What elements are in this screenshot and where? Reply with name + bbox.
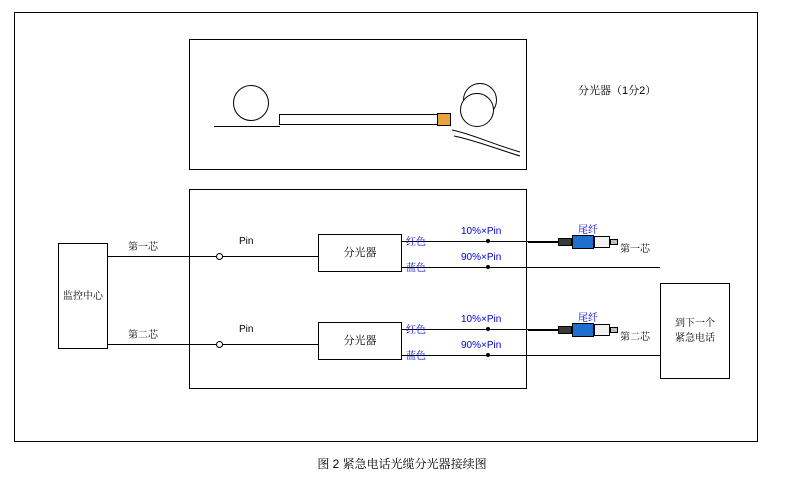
- branch1-left-label: 第一芯: [128, 242, 158, 253]
- branch1-pigtail-body: [572, 235, 594, 249]
- monitoring-center-box: [58, 243, 108, 349]
- branch2-pigtail-ferrule: [558, 326, 572, 334]
- branch1-blue-value-label: 90%×Pin: [461, 252, 502, 263]
- next-phone-label-line1: 到下一个: [675, 318, 715, 329]
- tube-end-cap: [437, 113, 451, 126]
- branch2-right-label: 第二芯: [620, 332, 650, 343]
- branch1-pin-node: [216, 253, 223, 260]
- branch2-pigtail-tip: [610, 327, 618, 333]
- branch1-red-value-label: 10%×Pin: [461, 226, 502, 237]
- branch2-pin-node: [216, 341, 223, 348]
- branch1-right-label: 第一芯: [620, 244, 650, 255]
- input-fiber-line: [214, 126, 280, 127]
- branch2-red-dot: [486, 327, 490, 331]
- branch2-input-line: [108, 344, 318, 345]
- branch1-red-color-label: 红色: [406, 237, 426, 248]
- fiber-coil-left-icon: [233, 85, 269, 121]
- branch1-blue-color-label: 蓝色: [406, 263, 426, 274]
- branch2-blue-color-label: 蓝色: [406, 351, 426, 362]
- monitoring-center-label: 监控中心: [63, 290, 103, 302]
- branch2-red-color-label: 红色: [406, 325, 426, 336]
- branch1-pigtail-tip: [610, 239, 618, 245]
- branch2-output-blue-line: [402, 355, 660, 356]
- branch1-pigtail-ferrule: [558, 238, 572, 246]
- next-phone-label-line2: 紧急电话: [675, 333, 715, 344]
- branch1-output-blue-line: [402, 267, 660, 268]
- figure-caption: 图 2 紧急电话光缆分光器接续图: [317, 457, 487, 471]
- branch2-pigtail-label: 尾纤: [578, 313, 598, 324]
- branch2-pigtail-lead: [528, 329, 558, 331]
- branch2-pigtail-collar: [594, 324, 610, 336]
- next-phone-box: [660, 283, 730, 379]
- branch2-red-value-label: 10%×Pin: [461, 314, 502, 325]
- splitter-box-1-label: 分光器: [343, 246, 377, 259]
- branch2-pin-label: Pin: [239, 324, 254, 335]
- branch1-input-line: [108, 256, 318, 257]
- branch1-red-dot: [486, 239, 490, 243]
- branch1-pin-label: Pin: [239, 236, 254, 247]
- branch2-left-label: 第二芯: [128, 330, 158, 341]
- output-fiber-tails: [452, 118, 522, 158]
- branch1-pigtail-collar: [594, 236, 610, 248]
- splitter-box-1: [318, 234, 402, 272]
- splice-protection-tube: [279, 114, 439, 125]
- splitter-box-2: [318, 322, 402, 360]
- branch2-pigtail-body: [572, 323, 594, 337]
- branch1-pigtail-lead: [528, 241, 558, 243]
- branch2-blue-value-label: 90%×Pin: [461, 340, 502, 351]
- branch1-blue-dot: [486, 265, 490, 269]
- splitter-illustration-label: 分光器（1分2）: [578, 85, 657, 97]
- branch1-pigtail-label: 尾纤: [578, 225, 598, 236]
- splitter-illustration-panel: [189, 39, 527, 170]
- branch2-blue-dot: [486, 353, 490, 357]
- splitter-box-2-label: 分光器: [343, 334, 377, 347]
